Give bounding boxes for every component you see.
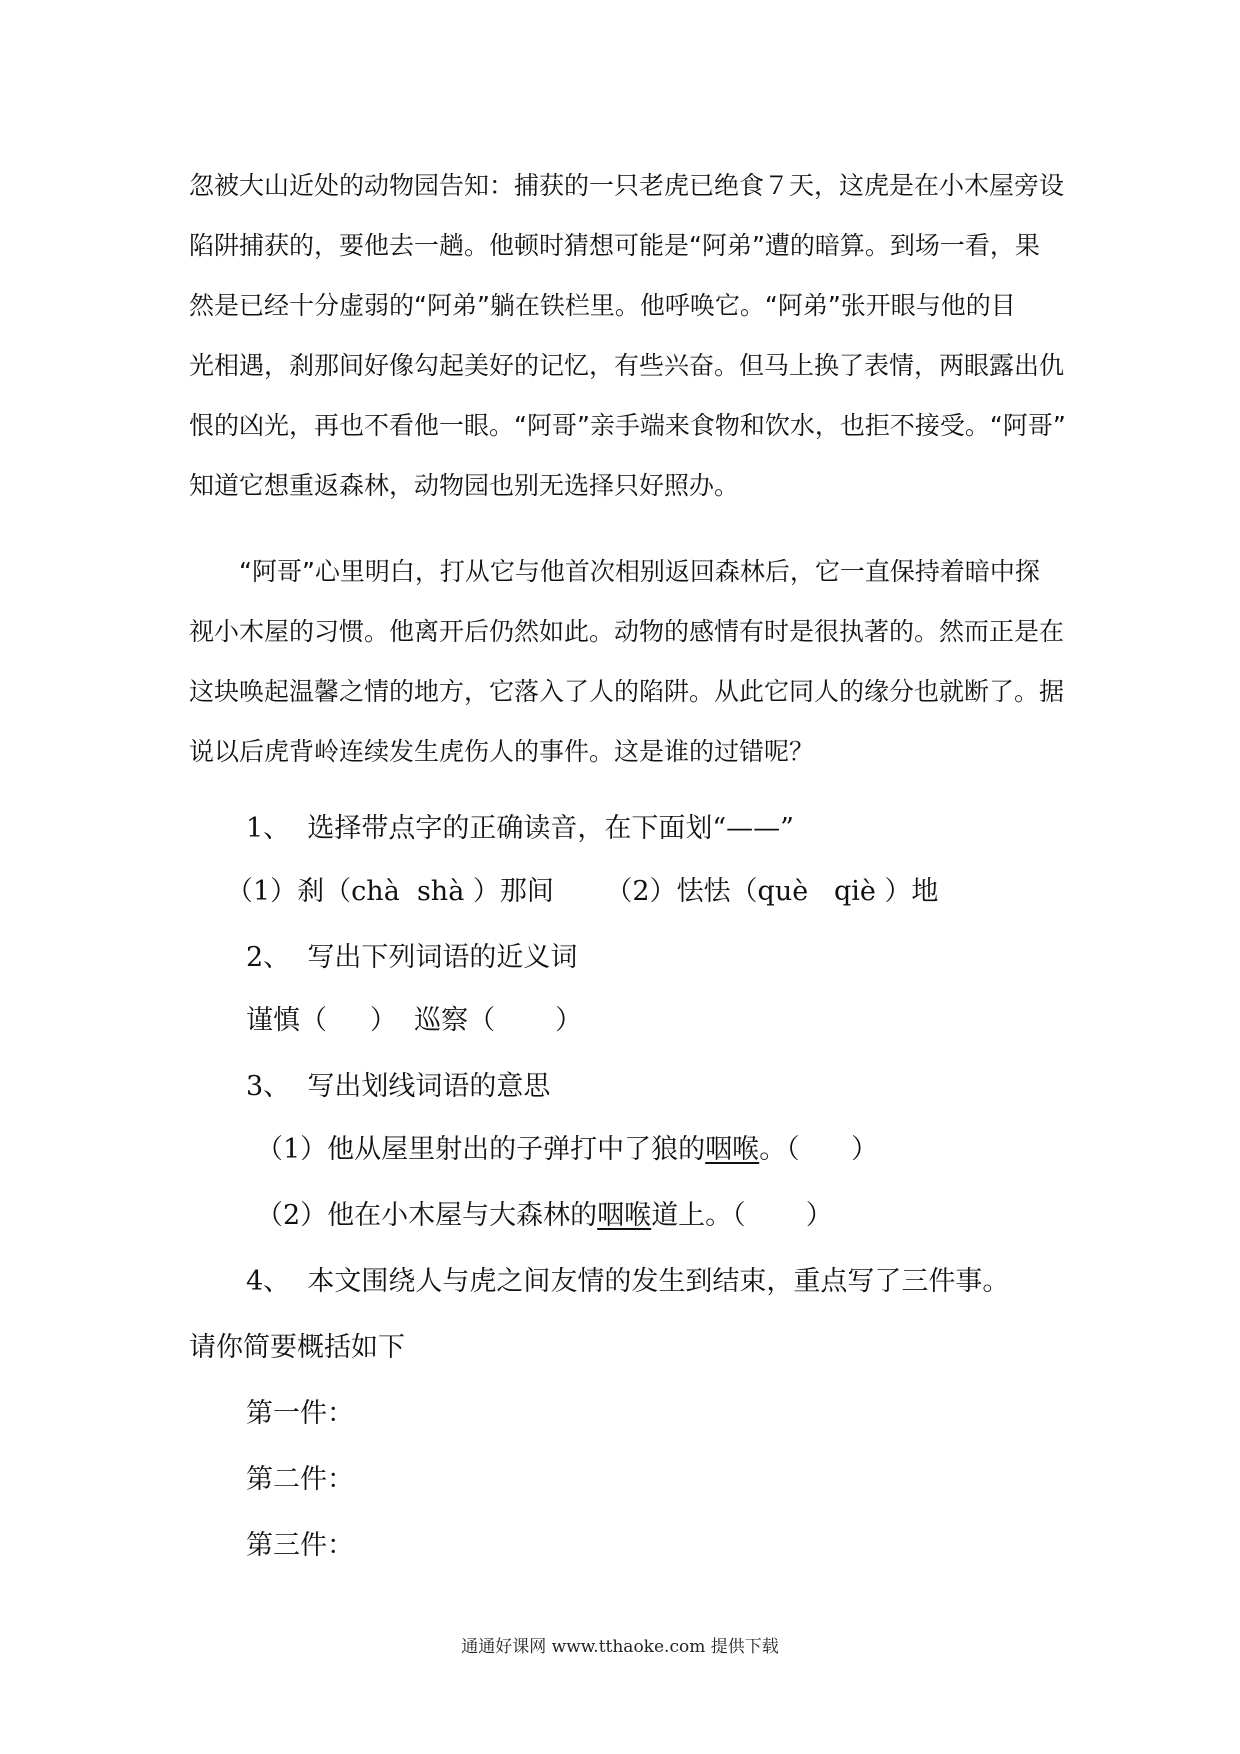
underlined-word: 咽喉 [597,1200,652,1231]
answer-blank: 。（ ） [759,1134,879,1165]
answer-line-1: 第一件： [246,1398,354,1429]
question-4-title: 4、 本文围绕人与虎之间友情的发生到结束，重点写了三件事。 [246,1266,1010,1297]
page-footer: 通通好课网 www.tthaoke.com 提供下载 [461,1637,779,1657]
passage-line: 然是已经十分虚弱的“阿弟”躺在铁栏里。他呼唤它。“阿弟”张开眼与他的目 [189,291,1016,320]
passage-line: 视小木屋的习惯。他离开后仍然如此。动物的感情有时是很执著的。然而正是在 [189,617,1065,646]
passage-line: 忽被大山近处的动物园告知：捕获的一只老虎已绝食７天，这虎是在小木屋旁设 [189,171,1065,200]
question-2-title: 2、 写出下列词语的近义词 [246,942,578,973]
answer-line-2: 第二件： [246,1464,354,1495]
passage-line: 知道它想重返森林，动物园也别无选择只好照办。 [189,471,740,500]
passage-line: 说以后虎背岭连续发生虎伤人的事件。这是谁的过错呢？ [189,737,815,766]
question-2-blanks: 谨慎（ ） 巡察（ ） [246,1005,583,1036]
underlined-word: 咽喉 [705,1134,760,1165]
sentence-text: （2）他在小木屋与大森林的 [256,1200,598,1231]
question-1-options: （1）刹（chà shà ）那间 （2）怯怯（què qiè ）地 [226,876,939,907]
question-3-item-2 [256,1198,833,1234]
question-3-title: 3、 写出划线词语的意思 [246,1071,551,1102]
question-1-title: 1、 选择带点字的正确读音，在下面划“——” [246,813,794,844]
passage-line: “阿哥”心里明白，打从它与他首次相别返回森林后，它一直保持着暗中探 [189,557,1040,586]
answer-line-3: 第三件： [246,1530,354,1561]
sentence-text: （1）他从屋里射出的子弹打中了狼的 [256,1134,706,1165]
question-3-item-1 [256,1132,878,1168]
passage-line: 这块唤起温馨之情的地方，它落入了人的陷阱。从此它同人的缘分也就断了。据 [189,677,1065,706]
passage-line: 陷阱捕获的，要他去一趟。他顿时猜想可能是“阿弟”遭的暗算。到场一看，果 [189,231,1040,260]
question-4-continuation: 请你简要概括如下 [189,1332,405,1363]
passage-line: 恨的凶光，再也不看他一眼。“阿哥”亲手端来食物和饮水，也拒不接受。“阿哥” [189,411,1066,440]
passage-line: 光相遇，刹那间好像勾起美好的记忆，有些兴奋。但马上换了表情，两眼露出仇 [189,351,1065,380]
answer-blank: 道上。（ ） [651,1200,833,1231]
